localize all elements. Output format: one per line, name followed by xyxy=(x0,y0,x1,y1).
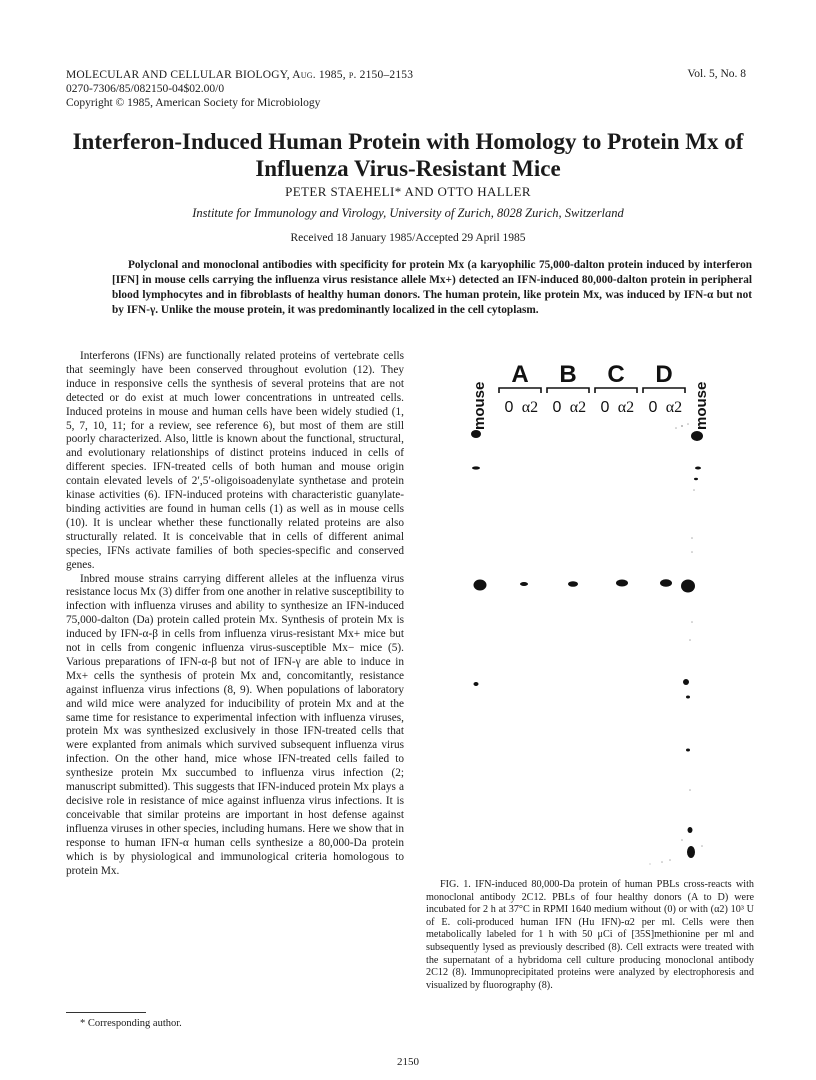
lane-group-label: A xyxy=(511,361,529,388)
lane-label-zero: 0 xyxy=(552,399,562,416)
band xyxy=(694,478,698,480)
copyright-line: Copyright © 1985, American Society for Microbiology xyxy=(66,97,321,109)
running-header xyxy=(66,68,413,110)
body-paragraph: Interferons (IFNs) are functionally related proteins of vertebrate cells that seemingly have been conserved throughout evolution (12). They induce in responsive cells the synthesis of several proteins that are not detected or do exist at much lower concentrations in untreated cells. Induced proteins in mouse and human cells have been widely studied (1, 5, 7, 10, 11; for a review, see reference 6), but most of them are still poorly characterized. Also, little is known about the functional, structural, and evolutionary relationships of distinct proteins induced in cells of different species. IFN-treated cells of both human and mouse origin contain elevated levels of 2′,5′-oligoisoadenylate synthetase and protein kinase activities (6). IFN-induced proteins with characteristic guanylate-binding activities are found in human cells (1) as well as in mouse cells (10). It is unclear whether these functionally related proteins are also structurally related. It is conceivable that in cells of different animal species, IFNs activate families of both species-specific and conserved genes. xyxy=(66,350,404,571)
band xyxy=(568,581,578,587)
lane-group-label: D xyxy=(655,361,673,388)
band xyxy=(660,579,672,587)
band xyxy=(471,430,481,438)
band xyxy=(683,679,689,685)
lane-label-zero: 0 xyxy=(600,399,610,416)
band xyxy=(695,467,701,470)
band xyxy=(474,580,487,591)
journal-citation: MOLECULAR AND CELLULAR BIOLOGY, Aug. 1985, p. 2150–2153 xyxy=(66,69,414,81)
band xyxy=(691,431,703,441)
mouse-label-left: mouse xyxy=(471,381,488,430)
lane-label-zero: 0 xyxy=(504,399,514,416)
lane-group-label: C xyxy=(607,361,625,388)
gel-figure xyxy=(452,360,718,868)
band xyxy=(687,846,695,858)
body-paragraph: Inbred mouse strains carrying different alleles at the influenza virus resistance locus Mx (3) differ from one another in relative susceptibility to infection with influenza viruses and ability to synthesize an IFN-induced 75,000-dalton (Da) protein called protein Mx. Synthesis of protein Mx is induced by IFN-α-β in cells from influenza virus-resistant Mx+ mice but not in cells from congenic influenza virus-susceptible Mx− mice (5). Various preparations of IFN-α-β but not of IFN-γ are able to induce in Mx+ cells the synthesis of protein Mx and, concomitantly, resistance against influenza virus infections (8, 9). When populations of laboratory and wild mice were analyzed for inducibility of protein Mx and at the same time for resistance to experimental infection with influenza viruses, protein Mx was synthesized exclusively in those IFN-treated cells that were explanted from animals which survived subsequent influenza virus infection. On the other hand, mice whose IFN-treated cells failed to synthesize protein Mx succumbed to influenza virus infection (2; manuscript submitted). This suggests that IFN-induced protein Mx plays a decisive role in resistance of mice against influenza virus infections. It is conceivable that similar proteins are important in host defense against influenza viruses in other species, including humans. Here we show that in response to human IFN-α human cells synthesize a 80,000-Da protein which is by physiological and immunological criteria homologous to protein Mx. xyxy=(66,572,404,877)
band xyxy=(472,466,480,469)
page-number: 2150 xyxy=(397,1056,419,1068)
body-column-left xyxy=(66,350,404,878)
lane-label-alpha: α2 xyxy=(521,399,539,416)
mouse-label-right: mouse xyxy=(693,381,710,430)
band xyxy=(688,827,693,833)
caption-text: FIG. 1. IFN-induced 80,000-Da protein of human PBLs cross-reacts with monoclonal antibody 2C12. PBLs of four healthy donors (A to D) were incubated for 2 h at 37°C in RPMI 1640 medium without (0) or with (α2) 10³ U of E. coli-produced human IFN (Hu IFN)-α2 per ml. Cells were then metabolically labeled for 1 h with 50 μCi of [35S]methionine per ml and subsequently lysed as previously described (8). Cell extracts were treated with the supernatant of a hybridoma cell culture producing monoclonal antibody 2C12 (8). Immunoprecipitated proteins were analyzed by electrophoresis and visualized by fluorography (8). xyxy=(426,879,754,991)
band xyxy=(681,580,695,593)
band xyxy=(686,749,690,752)
lane-label-alpha: α2 xyxy=(569,399,587,416)
lane-group-label: B xyxy=(559,361,577,388)
lane-label-alpha: α2 xyxy=(617,399,635,416)
band xyxy=(616,580,628,587)
band xyxy=(520,582,528,586)
figure-caption xyxy=(426,879,754,992)
footnote-rule xyxy=(66,1012,146,1013)
received-dates: Received 18 January 1985/Accepted 29 April 1985 xyxy=(290,232,526,244)
band xyxy=(474,682,479,686)
affiliation: Institute for Immunology and Virology, University of Zurich, 8028 Zurich, Switzerland xyxy=(192,206,624,220)
lane-label-zero: 0 xyxy=(648,399,658,416)
article-title: Interferon-Induced Human Protein with Homology to Protein Mx of Influenza Virus-Resistant Mice xyxy=(72,129,744,181)
abstract: Polyclonal and monoclonal antibodies with specificity for protein Mx (a karyophilic 75,000-dalton protein induced by interferon [IFN] in mouse cells carrying the influenza virus resistance allele Mx+) detected an IFN-induced 80,000-dalton protein in peripheral blood lymphocytes and in fibroblasts of healthy human donors. The human protein, like protein Mx, was induced by IFN-α but not by IFN-γ. Unlike the mouse protein, it was predominantly localized in the cell cytoplasm. xyxy=(112,259,752,316)
article-code: 0270-7306/85/082150-04$02.00/0 xyxy=(66,83,225,95)
volume-label: Vol. 5, No. 8 xyxy=(687,68,746,80)
band xyxy=(686,696,690,699)
author-list: PETER STAEHELI* AND OTTO HALLER xyxy=(285,184,531,199)
footnote: * Corresponding author. xyxy=(80,1018,182,1029)
lane-label-alpha: α2 xyxy=(665,399,683,416)
